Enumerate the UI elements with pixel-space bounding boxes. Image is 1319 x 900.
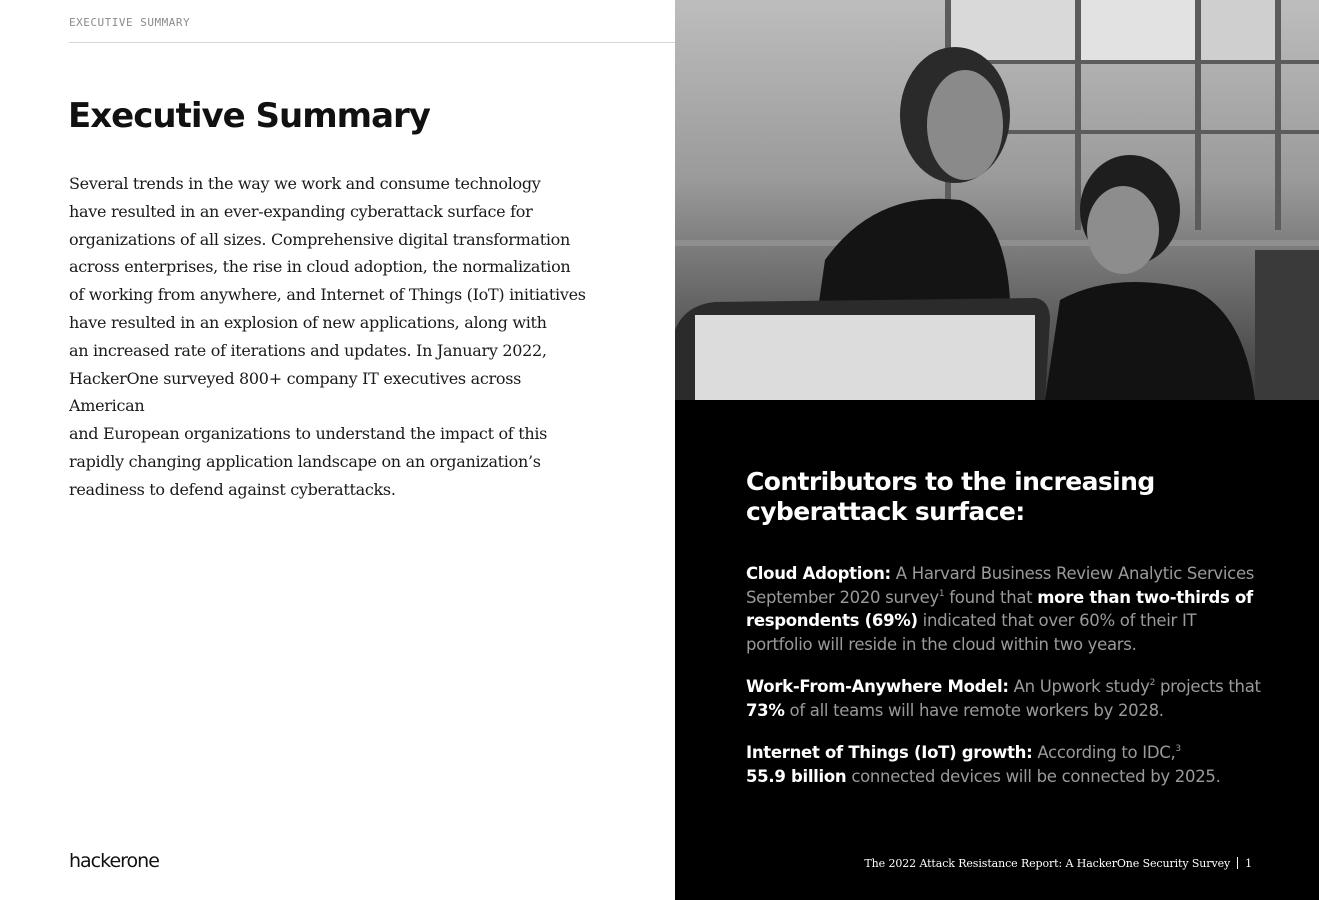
report-title: The 2022 Attack Resistance Report: A HackerOne Security Survey <box>864 857 1231 870</box>
intro-line: organizations of all sizes. Comprehensive digital transformation <box>69 229 570 249</box>
photo-image <box>675 0 1319 400</box>
contributor-text: According to IDC, <box>1032 743 1176 762</box>
contributor-iot-growth <box>746 741 1266 788</box>
intro-line: of working from anywhere, and Internet of Things (IoT) initiatives <box>69 285 586 305</box>
contributor-label: Cloud Adoption: <box>746 564 891 583</box>
contributor-label: Internet of Things (IoT) growth: <box>746 743 1033 762</box>
intro-line: and European organizations to understand the impact of this <box>69 424 548 444</box>
footnote-ref: 3 <box>1175 744 1181 754</box>
contributor-text: indicated that over 60% of their IT portfolio will reside in the cloud within two years. <box>746 611 1197 654</box>
intro-line: readiness to defend against cyberattacks. <box>69 479 396 499</box>
footer <box>864 857 1252 870</box>
contributor-text: An Upwork study <box>1008 677 1150 696</box>
intro-line: rapidly changing application landscape on an organization’s <box>69 451 541 471</box>
contributor-text: of all teams will have remote workers by 2028. <box>784 700 1164 720</box>
contributor-label: Work-From-Anywhere Model: <box>746 677 1009 696</box>
header-divider <box>69 42 675 43</box>
contributor-text: projects that <box>1155 677 1261 696</box>
page-title: Executive Summary <box>68 96 430 136</box>
contributor-text: A Harvard Business Review Analytic Services September 2020 survey <box>746 564 1255 607</box>
intro-line: across enterprises, the rise in cloud adoption, the normalization <box>69 257 571 277</box>
intro-line: HackerOne surveyed 800+ company IT executives across American <box>69 368 522 416</box>
right-page-column <box>675 0 1319 900</box>
contributor-text: connected devices will be connected by 2025. <box>846 766 1221 786</box>
photo-two-men-at-laptops-icon <box>675 0 1319 400</box>
contributor-highlight: 73% <box>746 700 785 720</box>
intro-line: have resulted in an explosion of new applications, along with <box>69 312 547 332</box>
intro-line: an increased rate of iterations and updates. In January 2022, <box>69 340 547 360</box>
panel-heading <box>746 467 1246 527</box>
contributor-work-from-anywhere <box>746 675 1266 722</box>
intro-paragraph <box>69 170 599 504</box>
contributor-highlight: more than two-thirds of respondents (69%) <box>746 587 1253 630</box>
footer-divider <box>1237 857 1238 869</box>
intro-line: Several trends in the way we work and consume technology <box>69 174 541 193</box>
panel-heading-line: Contributors to the increasing <box>746 467 1155 496</box>
contributor-text: found that <box>944 587 1038 607</box>
panel-heading-line: cyberattack surface: <box>746 497 1025 526</box>
footnote-ref: 1 <box>938 588 945 599</box>
intro-line: have resulted in an ever-expanding cyberattack surface for <box>69 201 533 221</box>
page-number: 1 <box>1245 857 1252 870</box>
footnote-ref: 2 <box>1149 678 1156 688</box>
section-label: EXECUTIVE SUMMARY <box>69 16 191 29</box>
contributor-highlight: 55.9 billion <box>746 766 847 786</box>
contributor-cloud-adoption <box>746 562 1266 656</box>
hackerone-logo: hackerone <box>69 850 159 872</box>
